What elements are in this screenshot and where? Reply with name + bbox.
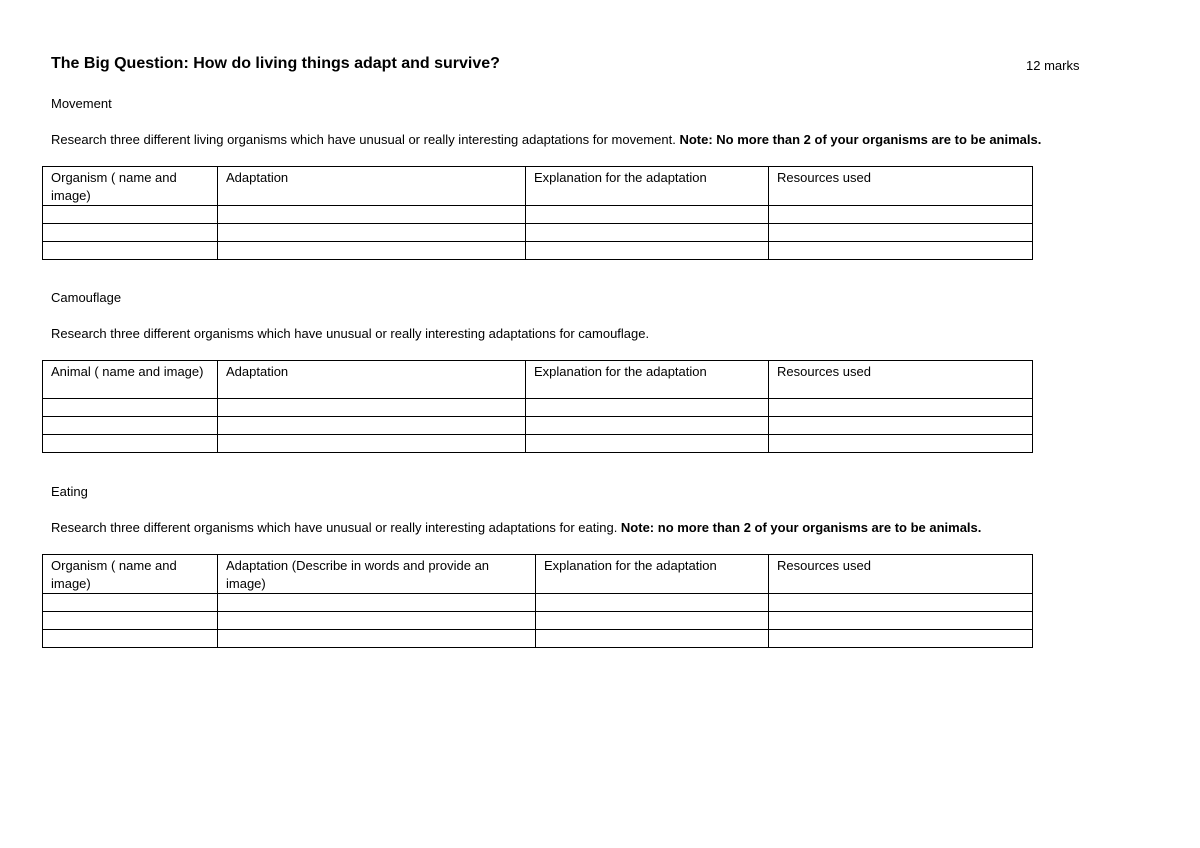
table-cell[interactable] [526,242,769,260]
page-title: The Big Question: How do living things adapt and survive? [51,55,500,72]
table-cell[interactable] [769,630,1033,648]
table-cell[interactable] [43,206,218,224]
movement-table [42,166,1033,260]
table-cell[interactable] [769,417,1033,435]
table-cell[interactable] [218,399,526,417]
table-cell[interactable] [769,224,1033,242]
table-cell[interactable] [769,594,1033,612]
table-cell[interactable] [43,399,218,417]
table-row [43,612,1033,630]
table-cell[interactable] [43,417,218,435]
table-row [43,594,1033,612]
table-cell[interactable] [218,612,536,630]
table-row [43,206,1033,224]
table-cell[interactable] [43,242,218,260]
column-header: Organism ( name and image) [43,555,218,594]
table-cell[interactable] [526,206,769,224]
section-heading-camouflage: Camouflage [51,290,122,305]
table-cell[interactable] [769,242,1033,260]
column-header: Resources used [769,361,1033,399]
table-cell[interactable] [218,630,536,648]
table-cell[interactable] [218,435,526,453]
column-header: Adaptation [218,361,526,399]
column-header: Explanation for the adaptation [526,361,769,399]
table-cell[interactable] [43,435,218,453]
table-cell[interactable] [43,594,218,612]
section-heading-movement: Movement [51,96,112,111]
table-row [43,417,1033,435]
eating-table [42,554,1033,648]
column-header: Adaptation (Describe in words and provide an image) [218,555,536,594]
column-header: Organism ( name and image) [43,167,218,206]
table-cell[interactable] [526,435,769,453]
column-header: Explanation for the adaptation [526,167,769,206]
table-header-row [43,167,1033,206]
column-header: Resources used [769,555,1033,594]
table-row [43,630,1033,648]
marks-label: 12 marks [1026,58,1080,73]
table-row [43,435,1033,453]
table-cell[interactable] [526,417,769,435]
table-cell[interactable] [769,612,1033,630]
table-header-row [43,555,1033,594]
table-row [43,242,1033,260]
table-cell[interactable] [536,594,769,612]
table-cell[interactable] [769,206,1033,224]
table-cell[interactable] [218,206,526,224]
table-row [43,399,1033,417]
table-cell[interactable] [43,630,218,648]
table-cell[interactable] [43,224,218,242]
table-cell[interactable] [218,594,536,612]
table-cell[interactable] [769,435,1033,453]
column-header: Adaptation [218,167,526,206]
table-cell[interactable] [536,612,769,630]
table-cell[interactable] [526,224,769,242]
camouflage-table [42,360,1033,453]
table-cell[interactable] [218,242,526,260]
section-heading-eating: Eating [51,484,88,499]
table-cell[interactable] [769,399,1033,417]
instruction-camouflage: Research three different organisms which have unusual or really interesting adaptations for camouflage. [51,326,650,341]
table-cell[interactable] [218,224,526,242]
table-cell[interactable] [43,612,218,630]
table-cell[interactable] [526,399,769,417]
table-row [43,224,1033,242]
instruction-eating: Research three different organisms which have unusual or really interesting adaptations for eating. Note: no more than 2 of your organisms are to be animals. [51,520,982,535]
table-cell[interactable] [218,417,526,435]
instruction-movement: Research three different living organisms which have unusual or really interesting adaptations for movement. Note: No more than 2 of your organisms are to be animals. [51,132,1042,147]
table-header-row [43,361,1033,399]
column-header: Resources used [769,167,1033,206]
column-header: Animal ( name and image) [43,361,218,399]
table-cell[interactable] [536,630,769,648]
column-header: Explanation for the adaptation [536,555,769,594]
